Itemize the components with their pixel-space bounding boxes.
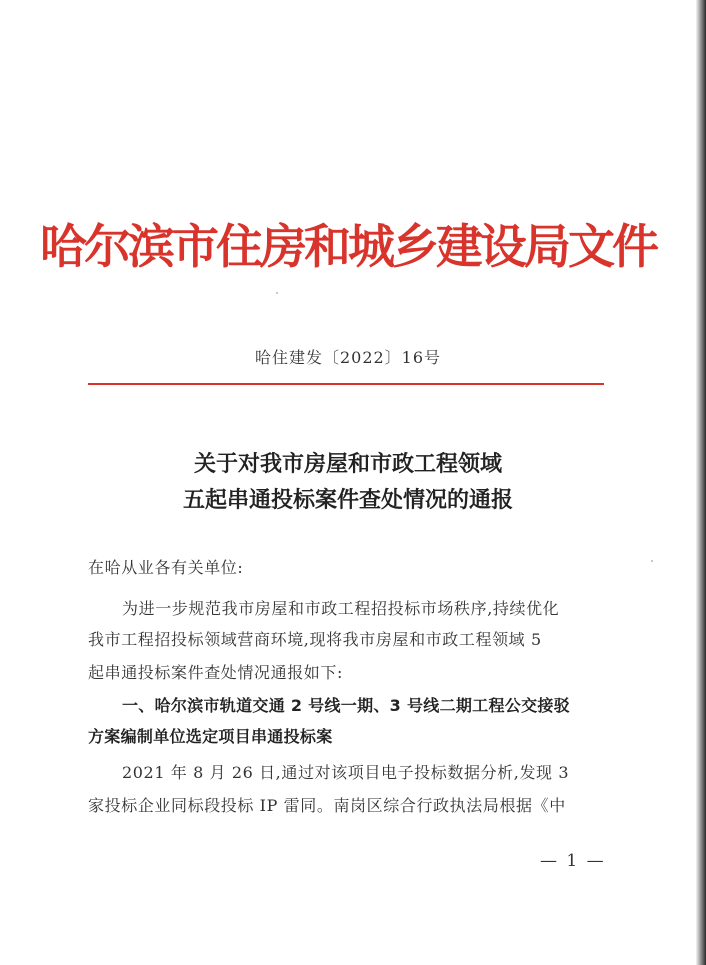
scan-speck (651, 560, 653, 562)
red-divider-line (88, 383, 604, 385)
issuer-header-title: 哈尔滨市住房和城乡建设局文件 (40, 220, 656, 275)
salutation: 在哈从业各有关单位: (88, 558, 244, 577)
section-1-heading-line-1: 一、哈尔滨市轨道交通 2 号线一期、3 号线二期工程公交接驳 (122, 696, 570, 715)
paragraph-2-line-1: 2021 年 8 月 26 日,通过对该项目电子投标数据分析,发现 3 (122, 763, 570, 782)
paragraph-1-line-1: 为进一步规范我市房屋和市政工程招投标市场秩序,持续优化 (122, 599, 560, 618)
scan-speck (276, 292, 278, 294)
section-1-heading-line-2: 方案编制单位选定项目串通投标案 (88, 727, 333, 746)
document-title-line-1: 关于对我市房屋和市政工程领域 (193, 451, 502, 477)
paragraph-1-line-3: 起串通投标案件查处情况通报如下: (88, 663, 343, 682)
paragraph-1-line-2: 我市工程招投标领域营商环境,现将我市房屋和市政工程领域 5 (88, 630, 542, 649)
scan-edge-shadow (696, 0, 706, 965)
page-number: — 1 — (540, 851, 606, 871)
document-title-line-2: 五起串通投标案件查处情况的通报 (182, 487, 513, 513)
document-number: 哈住建发〔2022〕16号 (254, 348, 442, 367)
paragraph-2-line-2: 家投标企业同标段投标 IP 雷同。南岗区综合行政执法局根据《中 (88, 796, 566, 815)
